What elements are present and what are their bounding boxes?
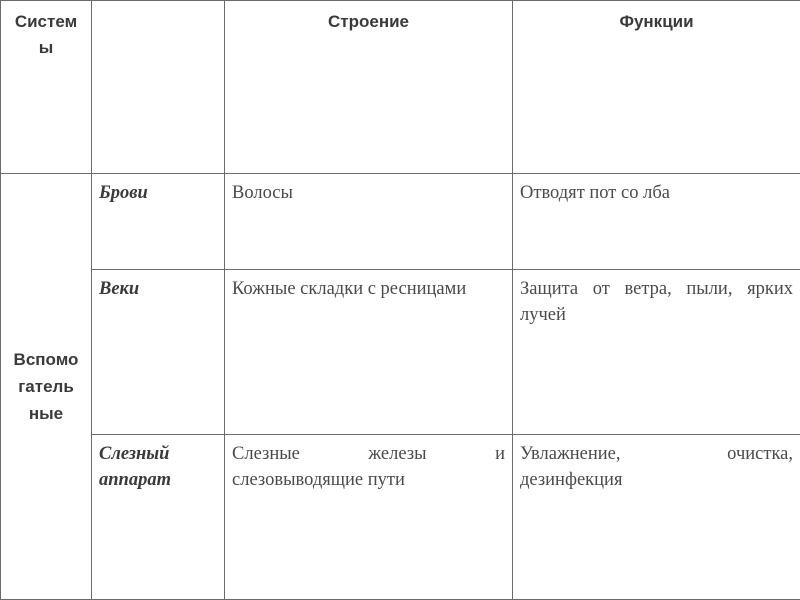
function-text: Увлажнение, очистка, дезинфекция bbox=[520, 444, 793, 491]
structure-cell bbox=[225, 174, 513, 270]
header-organ-cell bbox=[92, 1, 225, 174]
table-row bbox=[1, 270, 800, 435]
organ-cell bbox=[92, 435, 225, 600]
organ-name: Брови bbox=[99, 183, 148, 204]
function-cell bbox=[513, 174, 800, 270]
function-text: Отводят пот со лба bbox=[520, 183, 670, 204]
structure-cell bbox=[225, 435, 513, 600]
header-systems-cell bbox=[1, 1, 92, 174]
organ-cell bbox=[92, 174, 225, 270]
header-functions: Функции bbox=[619, 12, 694, 31]
system-name: Вспомо гатель ные bbox=[13, 350, 79, 423]
structure-text: Слезные железы и слезовыводящие пути bbox=[232, 444, 505, 491]
structure-text: Кожные складки с ресницами bbox=[232, 279, 467, 300]
table-row bbox=[1, 174, 800, 270]
header-functions-cell bbox=[513, 1, 800, 174]
header-systems: Систем ы bbox=[14, 12, 78, 57]
organ-name: Веки bbox=[99, 279, 140, 300]
organ-name: Слезный аппарат bbox=[99, 444, 171, 491]
header-structure: Строение bbox=[328, 12, 409, 31]
table-row bbox=[1, 435, 800, 600]
structure-cell bbox=[225, 270, 513, 435]
function-cell bbox=[513, 270, 800, 435]
header-row bbox=[1, 1, 800, 174]
structure-text: Волосы bbox=[232, 183, 293, 204]
organ-cell bbox=[92, 270, 225, 435]
system-name-cell bbox=[1, 174, 92, 600]
function-text: Защита от ветра, пыли, ярких лучей bbox=[520, 279, 793, 326]
header-structure-cell bbox=[225, 1, 513, 174]
function-cell bbox=[513, 435, 800, 600]
